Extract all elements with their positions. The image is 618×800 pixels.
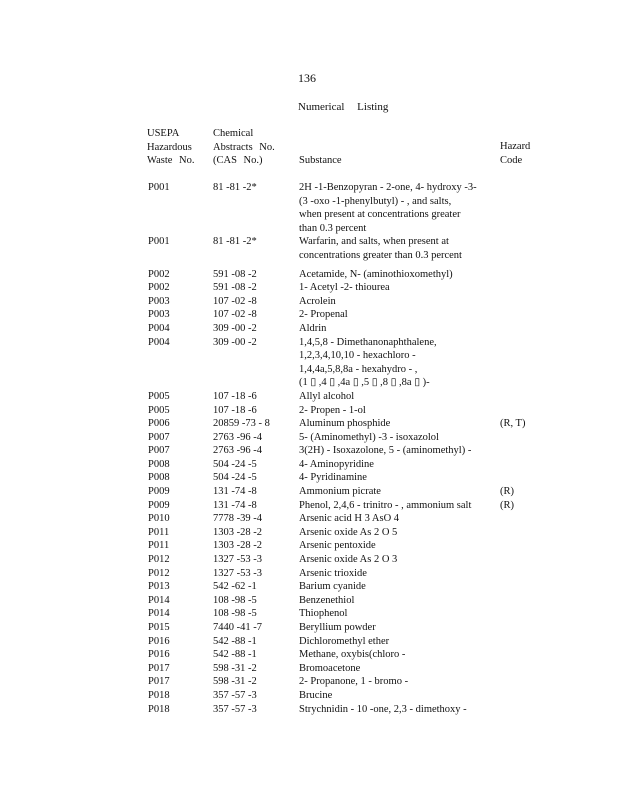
waste-number: P002: [148, 282, 170, 294]
waste-number: P009: [148, 499, 170, 511]
substance-name: [299, 390, 489, 404]
waste-number: P018: [148, 703, 170, 715]
substance-name: [299, 635, 489, 649]
cas-number: 598 -31 -2: [213, 676, 257, 688]
substance-name: [299, 308, 489, 322]
waste-number: P015: [148, 622, 170, 633]
substance-line: 1- Acetyl -2- thiourea: [299, 282, 390, 294]
table-row: [0, 662, 618, 676]
waste-number: P016: [148, 649, 170, 661]
table-row: [0, 295, 618, 309]
table-row: [0, 281, 618, 295]
substance-line: Dichloromethyl ether: [299, 635, 390, 647]
substance-name: [299, 621, 489, 635]
substance-name: [299, 268, 489, 282]
cas-number: 20859 -73 - 8: [213, 418, 270, 430]
waste-number: P011: [148, 540, 170, 552]
table-row: [0, 390, 618, 404]
substance-line: 2H -1-Benzopyran - 2-one, 4- hydroxy -3-: [299, 182, 477, 193]
substance-name: [299, 485, 489, 499]
substance-name: [299, 607, 489, 621]
table-row: [0, 648, 618, 662]
cas-number: 108 -98 -5: [213, 608, 257, 620]
cas-number: 1327 -53 -3: [213, 567, 262, 579]
waste-number: P017: [148, 662, 170, 674]
table-row: [0, 594, 618, 608]
substance-line: 5- (Aminomethyl) -3 - isoxazolol: [299, 431, 439, 443]
cas-number: 309 -00 -2: [213, 336, 257, 348]
waste-number: P006: [148, 418, 170, 430]
substance-line: 3(2H) - Isoxazolone, 5 - (aminomethyl) -: [299, 445, 472, 457]
table-row: [0, 539, 618, 553]
substance-line: 2- Propen - 1-ol: [299, 404, 366, 416]
substance-name: [299, 499, 489, 513]
substance-name: [299, 539, 489, 553]
header-waste-line: Hazardous: [147, 141, 192, 153]
table-row: [0, 181, 618, 235]
substance-line: 1,4,5,8 - Dimethanonaphthalene,: [299, 336, 437, 348]
table-row: [0, 235, 618, 262]
header-hazard-line: Hazard: [500, 141, 531, 152]
cas-number: 1327 -53 -3: [213, 554, 262, 566]
page-number: 136: [298, 71, 316, 85]
waste-number: P008: [148, 458, 170, 470]
substance-line: Arsenic trioxide: [299, 567, 367, 579]
substance-name: [299, 594, 489, 608]
cas-number: 107 -18 -6: [213, 404, 257, 416]
waste-number: P007: [148, 431, 170, 443]
cas-number: 542 -62 -1: [213, 581, 257, 593]
cas-number: 598 -31 -2: [213, 662, 257, 674]
substance-line: Methane, oxybis(chloro -: [299, 649, 406, 661]
substance-name: [299, 431, 489, 445]
substance-name: [299, 471, 489, 485]
table-row: [0, 499, 618, 513]
substance-line: Acetamide, N- (aminothioxomethyl): [299, 268, 453, 280]
substance-line: 4- Pyridinamine: [299, 472, 367, 484]
table-row: [0, 444, 618, 458]
cas-number: 2763 -96 -4: [213, 431, 262, 443]
table-row: [0, 580, 618, 594]
table-row: [0, 308, 618, 322]
substance-name: [299, 336, 489, 390]
waste-number: P012: [148, 554, 170, 566]
waste-number: P009: [148, 486, 170, 498]
waste-number: P012: [148, 567, 170, 579]
header-cas-line: Chemical: [213, 128, 254, 139]
cas-number: 357 -57 -3: [213, 703, 257, 715]
substance-line: Ammonium picrate: [299, 486, 381, 498]
hazard-code: (R): [500, 499, 514, 511]
table-row: [0, 512, 618, 526]
cas-number: 81 -81 -2*: [213, 236, 257, 248]
cas-number: 7778 -39 -4: [213, 513, 262, 525]
cas-number: 1303 -28 -2: [213, 540, 262, 552]
substance-name: [299, 553, 489, 567]
table-row: [0, 703, 618, 717]
table-row: [0, 458, 618, 472]
substance-name: [299, 648, 489, 662]
substance-line: 1,4,4a,5,8,8a - hexahydro - ,: [299, 363, 418, 375]
substance-name: [299, 235, 489, 262]
substance-line: Aldrin: [299, 322, 327, 334]
substance-line: 4- Aminopyridine: [299, 458, 374, 470]
substance-line: Acrolein: [299, 295, 336, 307]
waste-number: P011: [148, 526, 170, 538]
cas-number: 108 -98 -5: [213, 594, 257, 606]
cas-number: 591 -08 -2: [213, 268, 257, 280]
substance-line: 2- Propanone, 1 - bromo -: [299, 676, 409, 688]
substance-line: Thiophenol: [299, 608, 348, 620]
cas-number: 542 -88 -1: [213, 649, 257, 661]
header-waste-number: [147, 127, 194, 168]
table-row: [0, 635, 618, 649]
waste-number: P005: [148, 404, 170, 416]
waste-number: P007: [148, 445, 170, 457]
hazard-code: (R, T): [500, 418, 526, 430]
table-row: [0, 322, 618, 336]
cas-number: 131 -74 -8: [213, 499, 257, 511]
header-substance: Substance: [299, 155, 342, 166]
cas-number: 504 -24 -5: [213, 458, 257, 470]
substance-line: 1,2,3,4,10,10 - hexachloro -: [299, 350, 416, 362]
table-row: [0, 553, 618, 567]
substance-name: [299, 322, 489, 336]
table-row: [0, 485, 618, 499]
cas-number: 1303 -28 -2: [213, 526, 262, 538]
cas-number: 107 -18 -6: [213, 390, 257, 402]
substance-line: (3 -oxo -1-phenylbutyl) - , and salts,: [299, 195, 452, 207]
listing-table: [0, 181, 618, 716]
cas-number: 131 -74 -8: [213, 486, 257, 498]
substance-name: [299, 404, 489, 418]
substance-line: Arsenic pentoxide: [299, 540, 376, 552]
cas-number: 107 -02 -8: [213, 309, 257, 321]
substance-line: concentrations greater than 0.3 percent: [299, 249, 462, 261]
substance-line: Arsenic acid H 3 AsO 4: [299, 513, 400, 525]
substance-line: Strychnidin - 10 -one, 2,3 - dimethoxy -: [299, 703, 467, 715]
substance-line: Phenol, 2,4,6 - trinitro - , ammonium salt: [299, 499, 472, 511]
substance-line: than 0.3 percent: [299, 222, 367, 234]
substance-line: Arsenic oxide As 2 O 5: [299, 526, 398, 538]
header-cas-number: [213, 127, 275, 168]
header-hazard-code: [500, 140, 530, 167]
substance-name: [299, 567, 489, 581]
waste-number: P008: [148, 472, 170, 484]
substance-name: [299, 444, 489, 458]
header-hazard-line: Code: [500, 154, 523, 166]
substance-line: Aluminum phosphide: [299, 418, 391, 430]
table-row: [0, 404, 618, 418]
table-row: [0, 689, 618, 703]
table-row: [0, 471, 618, 485]
substance-line: Arsenic oxide As 2 O 3: [299, 554, 398, 566]
waste-number: P003: [148, 309, 170, 321]
substance-name: [299, 580, 489, 594]
substance-line: Barium cyanide: [299, 581, 366, 593]
cas-number: 591 -08 -2: [213, 282, 257, 294]
waste-number: P014: [148, 594, 170, 606]
substance-name: [299, 703, 489, 717]
cas-number: 7440 -41 -7: [213, 622, 262, 633]
waste-number: P003: [148, 295, 170, 307]
substance-name: [299, 181, 489, 235]
substance-name: [299, 689, 489, 703]
waste-number: P016: [148, 635, 170, 647]
table-row: [0, 526, 618, 540]
cas-number: 2763 -96 -4: [213, 445, 262, 457]
substance-line: Allyl alcohol: [299, 390, 355, 402]
waste-number: P001: [148, 182, 170, 193]
cas-number: 81 -81 -2*: [213, 182, 257, 193]
substance-name: [299, 675, 489, 689]
cas-number: 309 -00 -2: [213, 322, 257, 334]
substance-line: Bromoacetone: [299, 662, 361, 674]
cas-number: 504 -24 -5: [213, 472, 257, 484]
waste-number: P001: [148, 236, 170, 248]
substance-line: Brucine: [299, 689, 333, 701]
substance-name: [299, 295, 489, 309]
page-subtitle: Numerical Listing: [298, 101, 389, 113]
cas-number: 542 -88 -1: [213, 635, 257, 647]
table-row: [0, 621, 618, 635]
table-row: [0, 268, 618, 282]
hazard-code: (R): [500, 486, 514, 498]
header-cas-line: Abstracts No.: [213, 141, 275, 153]
waste-number: P002: [148, 268, 170, 280]
waste-number: P017: [148, 676, 170, 688]
waste-number: P004: [148, 336, 170, 348]
substance-name: [299, 458, 489, 472]
waste-number: P014: [148, 608, 170, 620]
substance-name: [299, 281, 489, 295]
table-row: [0, 567, 618, 581]
table-row: [0, 417, 618, 431]
cas-number: 107 -02 -8: [213, 295, 257, 307]
table-row: [0, 431, 618, 445]
substance-line: (1 ▯ ,4 ▯ ,4a ▯ ,5 ▯ ,8 ▯ ,8a ▯ )-: [299, 377, 430, 389]
waste-number: P005: [148, 390, 170, 402]
waste-number: P013: [148, 581, 170, 593]
header-cas-line: (CAS No.): [213, 155, 263, 167]
substance-line: Benzenethiol: [299, 594, 355, 606]
table-row: [0, 675, 618, 689]
substance-name: [299, 417, 489, 431]
header-waste-line: USEPA: [147, 128, 180, 139]
waste-number: P018: [148, 689, 170, 701]
substance-line: when present at concentrations greater: [299, 209, 461, 221]
substance-name: [299, 526, 489, 540]
cas-number: 357 -57 -3: [213, 689, 257, 701]
waste-number: P010: [148, 513, 170, 525]
waste-number: P004: [148, 322, 170, 334]
table-row: [0, 607, 618, 621]
table-row: [0, 336, 618, 390]
substance-name: [299, 662, 489, 676]
substance-line: Beryllium powder: [299, 622, 376, 633]
header-waste-line: Waste No.: [147, 155, 195, 167]
substance-name: [299, 512, 489, 526]
substance-line: Warfarin, and salts, when present at: [299, 236, 449, 248]
substance-line: 2- Propenal: [299, 309, 348, 321]
